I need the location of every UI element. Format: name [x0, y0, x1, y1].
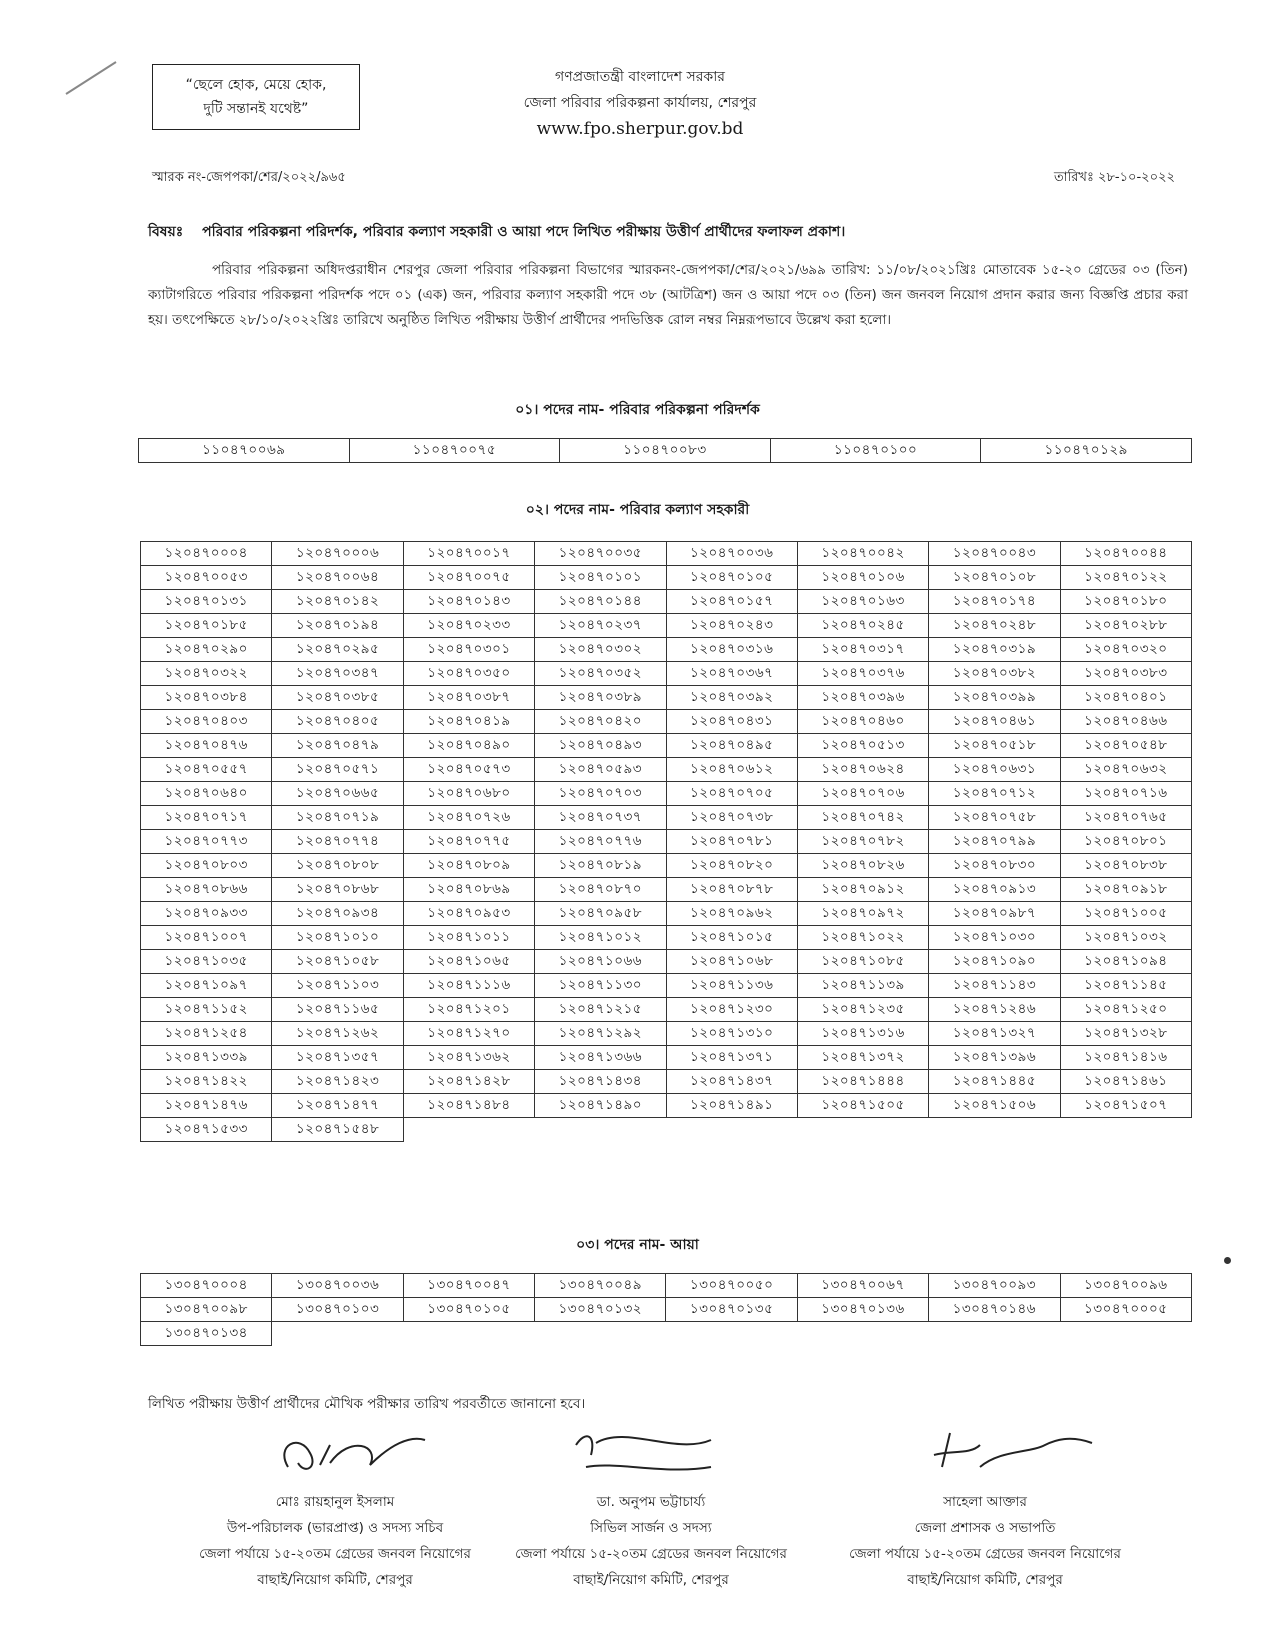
- roll-number-cell: ১৩০৪৭০১৩২: [535, 1298, 666, 1322]
- table-row: [141, 806, 1192, 830]
- office-name: জেলা পরিবার পরিকল্পনা কার্যালয়, শেরপুর: [523, 95, 757, 111]
- roll-number-cell: ১২০৪৭১০১১: [403, 926, 534, 950]
- roll-number-cell: ১২০৪৭১২৩৫: [797, 998, 928, 1022]
- roll-number-cell: ১২০৪৭০৮৩৮: [1060, 854, 1191, 878]
- roll-number-cell: ১২০৪৭১৪২৩: [272, 1070, 403, 1094]
- roll-number-cell: ১২০৪৭০১৯৪: [272, 614, 403, 638]
- roll-number-cell: ১২০৪৭১৩৩৯: [141, 1046, 272, 1070]
- roll-number-cell: ১২০৪৭১৫৪৮: [272, 1118, 403, 1142]
- roll-number-cell: ১২০৪৭০৭০৬: [797, 782, 928, 806]
- roll-number-cell: ১২০৪৭১৪৪৪: [797, 1070, 928, 1094]
- roll-number-cell: ১২০৪৭০৩৪৭: [272, 662, 403, 686]
- table-row: [141, 1274, 1192, 1298]
- roll-number-cell: ১২০৪৭১০৬৮: [666, 950, 797, 974]
- roll-number-cell: ১২০৪৭১০৩৫: [141, 950, 272, 974]
- roll-number-cell: ১২০৪৭১০৯৭: [141, 974, 272, 998]
- roll-number-cell: ১২০৪৭০১৪৪: [535, 590, 666, 614]
- roll-number-cell: ১২০৪৭১০০৫: [1060, 902, 1191, 926]
- handwritten-signature: [496, 1405, 806, 1485]
- roll-number-cell: ১২০৪৭০৯৭২: [797, 902, 928, 926]
- roll-number-cell: ১২০৪৭০৪৬৬: [1060, 710, 1191, 734]
- roll-number-cell: ১২০৪৭১১৩৬: [666, 974, 797, 998]
- letterhead: [440, 64, 840, 142]
- roll-number-cell: ১২০৪৭০৩৭৬: [797, 662, 928, 686]
- signatory-committee-place: বাছাই/নিয়োগ কমিটি, শেরপুর: [907, 1572, 1063, 1588]
- roll-number-cell: ১২০৪৭০১৫৭: [666, 590, 797, 614]
- roll-number-cell: ১২০৪৭১৪৩৪: [535, 1070, 666, 1094]
- roll-number-cell: ১২০৪৭০৩৬৭: [666, 662, 797, 686]
- roll-number-cell: ১২০৪৭০৬৪০: [141, 782, 272, 806]
- table-row: [141, 974, 1192, 998]
- roll-number-cell: ১২০৪৭০৯৩৩: [141, 902, 272, 926]
- aya-roll-table: [140, 1273, 1192, 1346]
- roll-number-cell: ১৩০৪৭০১৩৫: [666, 1298, 797, 1322]
- roll-number-cell: ১২০৪৭১৩২৭: [929, 1022, 1060, 1046]
- roll-number-cell: ১২০৪৭০১৮০: [1060, 590, 1191, 614]
- table-row: [141, 686, 1192, 710]
- roll-number-cell: ১২০৪৭০৭১২: [929, 782, 1060, 806]
- roll-number-cell: ১২০৪৭০৩৮২: [929, 662, 1060, 686]
- roll-number-cell: ১২০৪৭০৫১৮: [929, 734, 1060, 758]
- roll-number-cell: ১২০৪৭০৫৪৮: [1060, 734, 1191, 758]
- section-2-title: ০২। পদের নাম- পরিবার কল্যাণ সহকারী: [525, 502, 750, 518]
- table-row: [141, 926, 1192, 950]
- roll-number-cell: ১২০৪৭০২৯০: [141, 638, 272, 662]
- roll-number-cell: ১২০৪৭০০৪২: [797, 542, 928, 566]
- roll-number-cell: ১২০৪৭০৪৩১: [666, 710, 797, 734]
- roll-number-cell: ১২০৪৭১৫০৭: [1060, 1094, 1191, 1118]
- table-row: [141, 998, 1192, 1022]
- roll-number-cell: ১২০৪৭০৮৭০: [535, 878, 666, 902]
- roll-number-cell: ১৩০৪৭০০৪৭: [403, 1274, 534, 1298]
- roll-number-cell: ১২০৪৭০০৫৩: [141, 566, 272, 590]
- roll-number-cell: ১২০৪৭০৮৬৮: [272, 878, 403, 902]
- roll-number-cell: ১২০৪৭০৭৭৩: [141, 830, 272, 854]
- roll-number-cell: ১২০৪৭০২৩৩: [403, 614, 534, 638]
- roll-number-cell: ১২০৪৭০৪৭৯: [272, 734, 403, 758]
- government-name: গণপ্রজাতন্ত্রী বাংলাদেশ সরকার: [555, 69, 725, 85]
- roll-number-cell: ১২০৪৭০৭২৬: [403, 806, 534, 830]
- roll-number-cell: ১২০৪৭০৭৩৭: [535, 806, 666, 830]
- roll-number-cell: ১২০৪৭১২০১: [403, 998, 534, 1022]
- roll-number-cell: ১২০৪৭০৬১২: [666, 758, 797, 782]
- roll-number-cell: ১২০৪৭১৪৯১: [666, 1094, 797, 1118]
- roll-number-cell: ১৩০৪৭০০৬৭: [797, 1274, 928, 1298]
- roll-number-cell: ১২০৪৭০২৪৮: [929, 614, 1060, 638]
- slogan-box: [152, 64, 360, 130]
- roll-number-cell: ১২০৪৭০৬৩২: [1060, 758, 1191, 782]
- roll-number-cell: ১২০৪৭১৩৭১: [666, 1046, 797, 1070]
- roll-number-cell: ১৩০৪৭০১০৫: [403, 1298, 534, 1322]
- signatory-name: ডা. অনুপম ভট্টাচার্য্য: [596, 1494, 706, 1510]
- roll-number-cell: ১৩০৪৭০১৩৪: [141, 1322, 272, 1346]
- roll-number-cell: ১২০৪৭০২৪৫: [797, 614, 928, 638]
- roll-number-cell: ১২০৪৭০৩২২: [141, 662, 272, 686]
- section-1-title: ০১। পদের নাম- পরিবার পরিকল্পনা পরিদর্শক: [515, 402, 760, 418]
- roll-number-cell: ১২০৪৭০৮৬৬: [141, 878, 272, 902]
- roll-number-cell: ১৩০৪৭০০০৫: [1060, 1298, 1191, 1322]
- roll-number-cell: ১২০৪৭০৪২০: [535, 710, 666, 734]
- roll-number-cell: ১২০৪৭১০১৫: [666, 926, 797, 950]
- memo-reference: স্মারক নং-জেপপকা/শের/২০২২/৯৬৫: [152, 170, 346, 185]
- roll-number-cell: ১২০৪৭০৬৩১: [929, 758, 1060, 782]
- roll-number-cell: ১২০৪৭১৪২২: [141, 1070, 272, 1094]
- roll-number-cell: ১২০৪৭১০৬৬: [535, 950, 666, 974]
- table-row: [141, 782, 1192, 806]
- roll-number-cell: ১২০৪৭১২৪৬: [929, 998, 1060, 1022]
- roll-number-cell: ১২০৪৭০৮০৮: [272, 854, 403, 878]
- handwritten-signature: [830, 1405, 1140, 1485]
- table-row: [141, 566, 1192, 590]
- roll-number-cell: ১২০৪৭০১৮৫: [141, 614, 272, 638]
- roll-number-cell: ১২০৪৭০৪৬১: [929, 710, 1060, 734]
- roll-number-cell: ১২০৪৭০৪৯৩: [535, 734, 666, 758]
- roll-number-cell: ১২০৪৭০৭৫৮: [929, 806, 1060, 830]
- roll-number-cell: ১৩০৪৭০১৩৬: [797, 1298, 928, 1322]
- signature-block-member-secretary: [180, 1405, 490, 1593]
- memo-date: তারিখঃ ২৮-১০-২০২২: [1054, 170, 1175, 185]
- roll-number-cell: ১২০৪৭১০২২: [797, 926, 928, 950]
- roll-number-cell: ১২০৪৭০৩১৬: [666, 638, 797, 662]
- roll-number-cell: ১১০৪৭০০৬৯: [139, 439, 350, 463]
- roll-number-cell: ১২০৪৭১২৫৪: [141, 1022, 272, 1046]
- table-row: [141, 1022, 1192, 1046]
- roll-number-cell: ১২০৪৭১২৬২: [272, 1022, 403, 1046]
- table-row: [141, 854, 1192, 878]
- roll-number-cell: ১৩০৪৭০০৯৮: [141, 1298, 272, 1322]
- roll-number-cell: ১২০৪৭১১০৩: [272, 974, 403, 998]
- signatory-committee-place: বাছাই/নিয়োগ কমিটি, শেরপুর: [257, 1572, 413, 1588]
- roll-number-cell: ১২০৪৭০০৩৬: [666, 542, 797, 566]
- roll-number-cell: ১২০৪৭০১৬৩: [797, 590, 928, 614]
- roll-number-cell: ১২০৪৭১২১৫: [535, 998, 666, 1022]
- staple-mark: [62, 58, 122, 98]
- table-row: [141, 902, 1192, 926]
- roll-number-cell: ১২০৪৭১৩৬৬: [535, 1046, 666, 1070]
- roll-number-cell: ১২০৪৭০৮০১: [1060, 830, 1191, 854]
- roll-number-cell: ১২০৪৭১০৬৫: [403, 950, 534, 974]
- roll-number-cell: ১২০৪৭১৫০৬: [929, 1094, 1060, 1118]
- roll-number-cell: ১২০৪৭০৬৮০: [403, 782, 534, 806]
- roll-number-cell: ১২০৪৭১৩৫৭: [272, 1046, 403, 1070]
- roll-number-cell: ১২০৪৭০৪৬০: [797, 710, 928, 734]
- roll-number-cell: ১২০৪৭০৫১৩: [797, 734, 928, 758]
- body-paragraph: [148, 258, 1188, 333]
- signatory-designation: জেলা প্রশাসক ও সভাপতি: [914, 1520, 1056, 1536]
- roll-number-cell: ১২০৪৭০৩০১: [403, 638, 534, 662]
- roll-number-cell: ১২০৪৭০৩৫০: [403, 662, 534, 686]
- section-3-title: ০৩। পদের নাম- আয়া: [576, 1237, 699, 1253]
- roll-number-cell: ১২০৪৭০৩৯৬: [797, 686, 928, 710]
- roll-number-cell: ১২০৪৭০৮২০: [666, 854, 797, 878]
- roll-number-cell: ১২০৪৭০৮১৯: [535, 854, 666, 878]
- table-row: [141, 878, 1192, 902]
- roll-number-cell: ১২০৪৭১০৫৮: [272, 950, 403, 974]
- table-row: [141, 1298, 1192, 1322]
- roll-number-cell: ১২০৪৭১১৪৩: [929, 974, 1060, 998]
- roll-number-cell: ১৩০৪৭০১০৩: [272, 1298, 403, 1322]
- roll-number-cell: ১২০৪৭১৩২৮: [1060, 1022, 1191, 1046]
- roll-number-cell: ১২০৪৭০৩৮৪: [141, 686, 272, 710]
- roll-number-cell: ১২০৪৭১৪৭৬: [141, 1094, 272, 1118]
- welfare-assistant-roll-table: [140, 541, 1192, 1142]
- roll-number-cell: ১২০৪৭০৮২৬: [797, 854, 928, 878]
- signature-block-deputy-commissioner: [830, 1405, 1140, 1593]
- roll-number-cell: ১২০৪৭০২৩৭: [535, 614, 666, 638]
- roll-number-cell: ১২০৪৭১৩১০: [666, 1022, 797, 1046]
- roll-number-cell: ১২০৪৭০০০৪: [141, 542, 272, 566]
- roll-number-cell: ১৩০৪৭০০০৪: [141, 1274, 272, 1298]
- signatory-committee: জেলা পর্যায়ে ১৫-২০তম গ্রেডের জনবল নিয়োগের: [515, 1546, 787, 1562]
- roll-number-cell: ১২০৪৭০৩১৯: [929, 638, 1060, 662]
- roll-number-cell: ১২০৪৭০৭১৯: [272, 806, 403, 830]
- roll-number-cell: ১২০৪৭১২৫০: [1060, 998, 1191, 1022]
- signature-block-civil-surgeon: [496, 1405, 806, 1593]
- roll-number-cell: ১২০৪৭০৭৪২: [797, 806, 928, 830]
- roll-number-cell: ১২০৪৭০৯৩৪: [272, 902, 403, 926]
- roll-number-cell: ১২০৪৭০৪০১: [1060, 686, 1191, 710]
- roll-number-cell: ১২০৪৭০৪৯০: [403, 734, 534, 758]
- roll-number-cell: ১২০৪৭০১৭৪: [929, 590, 1060, 614]
- roll-number-cell: ১২০৪৭০৫৯৩: [535, 758, 666, 782]
- website-link[interactable]: www.fpo.sherpur.gov.bd: [536, 119, 744, 139]
- table-row: [141, 662, 1192, 686]
- roll-number-cell: ১২০৪৭০৪১৯: [403, 710, 534, 734]
- roll-number-cell: ১২০৪৭০০৪৪: [1060, 542, 1191, 566]
- roll-number-cell: ১৩০৪৭০১৪৬: [929, 1298, 1060, 1322]
- roll-number-cell: ১২০৪৭০৭৬৫: [1060, 806, 1191, 830]
- roll-number-cell: ১২০৪৭১২৯২: [535, 1022, 666, 1046]
- roll-number-cell: ১২০৪৭০১২২: [1060, 566, 1191, 590]
- table-row: [141, 950, 1192, 974]
- slogan-line-2: দুটি সন্তানই যথেষ্ট”: [203, 101, 309, 117]
- roll-number-cell: ১২০৪৭০০৬৪: [272, 566, 403, 590]
- subject-label: বিষয়ঃ: [148, 224, 184, 240]
- roll-number-cell: ১১০৪৭০০৮৩: [560, 439, 771, 463]
- roll-number-cell: ১২০৪৭০৫৭৩: [403, 758, 534, 782]
- roll-number-cell: ১২০৪৭০১০৫: [666, 566, 797, 590]
- roll-number-cell: ১১০৪৭০১২৯: [981, 439, 1192, 463]
- roll-number-cell: ১২০৪৭০৭৩৮: [666, 806, 797, 830]
- roll-number-cell: ১২০৪৭০০১৭: [403, 542, 534, 566]
- roll-number-cell: ১৩০৪৭০০৯৩: [929, 1274, 1060, 1298]
- roll-number-cell: ১২০৪৭০৯১২: [797, 878, 928, 902]
- table-row: [139, 439, 1192, 463]
- roll-number-cell: ১২০৪৭০৯৫৮: [535, 902, 666, 926]
- roll-number-cell: ১১০৪৭০০৭৫: [349, 439, 560, 463]
- roll-number-cell: ১২০৪৭০৭১৬: [1060, 782, 1191, 806]
- roll-number-cell: ১২০৪৭০৯৮৭: [929, 902, 1060, 926]
- roll-number-cell: ১২০৪৭১৪৩৭: [666, 1070, 797, 1094]
- signatory-name: মোঃ রায়হানুল ইসলাম: [275, 1494, 395, 1510]
- roll-number-cell: ১২০৪৭০৭৯৯: [929, 830, 1060, 854]
- table-row: [141, 1322, 1192, 1346]
- roll-number-cell: ১২০৪৭১৩৭২: [797, 1046, 928, 1070]
- handwritten-signature: [180, 1405, 490, 1485]
- roll-number-cell: ১২০৪৭০৩৮৫: [272, 686, 403, 710]
- roll-number-cell: ১২০৪৭১০০৭: [141, 926, 272, 950]
- roll-number-cell: ১২০৪৭১০৯৪: [1060, 950, 1191, 974]
- roll-number-cell: ১২০৪৭১৪৭৭: [272, 1094, 403, 1118]
- roll-number-cell: ১২০৪৭০১৪৩: [403, 590, 534, 614]
- roll-number-cell: ১২০৪৭০৩৫২: [535, 662, 666, 686]
- roll-number-cell: ১২০৪৭১৩১৬: [797, 1022, 928, 1046]
- roll-number-cell: ১২০৪৭০৯১৮: [1060, 878, 1191, 902]
- roll-number-cell: ১২০৪৭১৪৪৫: [929, 1070, 1060, 1094]
- roll-number-cell: ১২০৪৭০৯১৩: [929, 878, 1060, 902]
- roll-number-cell: ১২০৪৭০২৪৩: [666, 614, 797, 638]
- roll-number-cell: ১২০৪৭১৩৯৬: [929, 1046, 1060, 1070]
- table-row: [141, 1118, 1192, 1142]
- roll-number-cell: ১২০৪৭০৪০৫: [272, 710, 403, 734]
- roll-number-cell: ১২০৪৭০৮৩০: [929, 854, 1060, 878]
- roll-number-cell: ১২০৪৭০৪৭৬: [141, 734, 272, 758]
- table-row: [141, 1094, 1192, 1118]
- table-row: [141, 1046, 1192, 1070]
- roll-number-cell: ১৩০৪৭০০৪৯: [535, 1274, 666, 1298]
- table-row: [141, 1070, 1192, 1094]
- signatory-committee: জেলা পর্যায়ে ১৫-২০তম গ্রেডের জনবল নিয়োগের: [199, 1546, 471, 1562]
- subject-line: [148, 220, 845, 244]
- roll-number-cell: ১২০৪৭০৩৮৯: [535, 686, 666, 710]
- roll-number-cell: ১২০৪৭০৮৬৯: [403, 878, 534, 902]
- roll-number-cell: ১২০৪৭১০৯০: [929, 950, 1060, 974]
- body-text: পরিবার পরিকল্পনা অধিদপ্তরাধীন শেরপুর জেলা পরিবার পরিকল্পনা বিভাগের স্মারকনং-জেপপকা/শের/২০২১/৬৯৯ তারিখ: ১১/০৮/২০২১খ্রিঃ মোতাবেক ১৫-২০ গ্রেডের ০৩ (তিন) ক্যাটাগরিতে পরিবার পরিকল্পনা পরিদর্শক পদে ০১ (এক) জন, পরিবার কল্যাণ সহকারী পদে ৩৮ (আটত্রিশ) জন ও আয়া পদে ০৩ (তিন) জন জনবল নিয়োগ প্রদান করার জন্য বিজ্ঞপ্তি প্রচার করা হয়। তৎপেক্ষিতে ২৮/১০/২০২২খ্রিঃ তারিখে অনুষ্ঠিত লিখিত পরীক্ষায় উত্তীর্ণ প্রার্থীদের পদভিত্তিক রোল নম্বর নিম্নরূপভাবে উল্লেখ করা হলো।: [148, 262, 1188, 328]
- roll-number-cell: ১২০৪৭০৭৮১: [666, 830, 797, 854]
- table-row: [141, 542, 1192, 566]
- roll-number-cell: ১২০৪৭১১৪৫: [1060, 974, 1191, 998]
- roll-number-cell: ১২০৪৭০২৮৮: [1060, 614, 1191, 638]
- subject-text: পরিবার পরিকল্পনা পরিদর্শক, পরিবার কল্যাণ সহকারী ও আয়া পদে লিখিত পরীক্ষায় উত্তীর্ণ প্রার্থীদের ফলাফল প্রকাশ।: [202, 224, 846, 240]
- table-row: [141, 590, 1192, 614]
- roll-number-cell: ১২০৪৭০৩১৭: [797, 638, 928, 662]
- roll-number-cell: ১২০৪৭১০১০: [272, 926, 403, 950]
- roll-number-cell: ১২০৪৭০৩৯৯: [929, 686, 1060, 710]
- roll-number-cell: ১২০৪৭০০৪৩: [929, 542, 1060, 566]
- table-row: [141, 830, 1192, 854]
- roll-number-cell: ১২০৪৭০৯৬২: [666, 902, 797, 926]
- roll-number-cell: ১২০৪৭১০৮৫: [797, 950, 928, 974]
- roll-number-cell: ১২০৪৭০৩৯২: [666, 686, 797, 710]
- roll-number-cell: ১২০৪৭১১৬৫: [272, 998, 403, 1022]
- signatory-committee-place: বাছাই/নিয়োগ কমিটি, শেরপুর: [573, 1572, 729, 1588]
- roll-number-cell: ১২০৪৭১৪২৮: [403, 1070, 534, 1094]
- roll-number-cell: ১২০৪৭০৩৮৭: [403, 686, 534, 710]
- roll-number-cell: ১৩০৪৭০০৫০: [666, 1274, 797, 1298]
- roll-number-cell: ১২০৪৭০১০৬: [797, 566, 928, 590]
- roll-number-cell: ১২০৪৭০৭০৫: [666, 782, 797, 806]
- viva-note: লিখিত পরীক্ষায় উত্তীর্ণ প্রার্থীদের মৌখিক পরীক্ষার তারিখ পরবর্তীতে জানানো হবে।: [148, 1396, 586, 1412]
- roll-number-cell: ১২০৪৭১৪১৬: [1060, 1046, 1191, 1070]
- roll-number-cell: ১২০৪৭১০৩০: [929, 926, 1060, 950]
- roll-number-cell: ১২০৪৭০৩২০: [1060, 638, 1191, 662]
- roll-number-cell: ১২০৪৭০১৩১: [141, 590, 272, 614]
- roll-number-cell: ১২০৪৭০৮০৯: [403, 854, 534, 878]
- roll-number-cell: ১২০৪৭১২৩০: [666, 998, 797, 1022]
- roll-number-cell: ১২০৪৭০৭৭৬: [535, 830, 666, 854]
- roll-number-cell: ১৩০৪৭০০৩৬: [272, 1274, 403, 1298]
- inspector-roll-table: [138, 438, 1192, 463]
- roll-number-cell: ১২০৪৭০৩০২: [535, 638, 666, 662]
- roll-number-cell: ১২০৪৭১৫৩৩: [141, 1118, 272, 1142]
- signatory-name: সাহেলা আক্তার: [943, 1494, 1027, 1510]
- table-row: [141, 638, 1192, 662]
- roll-number-cell: ১২০৪৭০৭৭৪: [272, 830, 403, 854]
- roll-number-cell: ১২০৪৭০০০৬: [272, 542, 403, 566]
- roll-number-cell: ১৩০৪৭০০৯৬: [1060, 1274, 1191, 1298]
- roll-number-cell: ১২০৪৭১৪৮৪: [403, 1094, 534, 1118]
- signatory-designation: উপ-পরিচালক (ভারপ্রাপ্ত) ও সদস্য সচিব: [226, 1520, 444, 1536]
- roll-number-cell: ১২০৪৭০৮৭৮: [666, 878, 797, 902]
- roll-number-cell: ১২০৪৭০৬৬৫: [272, 782, 403, 806]
- roll-number-cell: ১২০৪৭১৪৯০: [535, 1094, 666, 1118]
- roll-number-cell: ১২০৪৭০৯৫৩: [403, 902, 534, 926]
- roll-number-cell: ১২০৪৭১২৭০: [403, 1022, 534, 1046]
- roll-number-cell: ১২০৪৭০৩৮৩: [1060, 662, 1191, 686]
- table-row: [141, 614, 1192, 638]
- roll-number-cell: ১২০৪৭০৫৭১: [272, 758, 403, 782]
- roll-number-cell: ১২০৪৭১৫০৫: [797, 1094, 928, 1118]
- roll-number-cell: ১২০৪৭০৭৭৫: [403, 830, 534, 854]
- signatory-committee: জেলা পর্যায়ে ১৫-২০তম গ্রেডের জনবল নিয়োগের: [849, 1546, 1121, 1562]
- roll-number-cell: ১২০৪৭০৭১৭: [141, 806, 272, 830]
- scan-speck: [1224, 1257, 1231, 1264]
- roll-number-cell: ১২০৪৭০০৭৫: [403, 566, 534, 590]
- roll-number-cell: ১২০৪৭১১৫২: [141, 998, 272, 1022]
- roll-number-cell: ১২০৪৭০৭৮২: [797, 830, 928, 854]
- roll-number-cell: ১২০৪৭০৭০৩: [535, 782, 666, 806]
- table-row: [141, 758, 1192, 782]
- signatory-designation: সিভিল সার্জন ও সদস্য: [590, 1520, 712, 1536]
- roll-number-cell: ১২০৪৭১১৩০: [535, 974, 666, 998]
- roll-number-cell: ১২০৪৭১১৩৯: [797, 974, 928, 998]
- roll-number-cell: ১২০৪৭১০১২: [535, 926, 666, 950]
- roll-number-cell: ১১০৪৭০১০০: [770, 439, 981, 463]
- roll-number-cell: ১২০৪৭০৪৯৫: [666, 734, 797, 758]
- roll-number-cell: ১২০৪৭০২৯৫: [272, 638, 403, 662]
- roll-number-cell: ১২০৪৭০১০৮: [929, 566, 1060, 590]
- table-row: [141, 710, 1192, 734]
- roll-number-cell: ১২০৪৭০০৩৫: [535, 542, 666, 566]
- roll-number-cell: ১২০৪৭১৪৬১: [1060, 1070, 1191, 1094]
- roll-number-cell: ১২০৪৭১০৩২: [1060, 926, 1191, 950]
- roll-number-cell: ১২০৪৭০১৪২: [272, 590, 403, 614]
- slogan-line-1: “ছেলে হোক, মেয়ে হোক,: [185, 77, 327, 93]
- roll-number-cell: ১২০৪৭১৩৬২: [403, 1046, 534, 1070]
- roll-number-cell: ১২০৪৭০৫৫৭: [141, 758, 272, 782]
- roll-number-cell: ১২০৪৭০৬২৪: [797, 758, 928, 782]
- table-row: [141, 734, 1192, 758]
- roll-number-cell: ১২০৪৭০৪০৩: [141, 710, 272, 734]
- roll-number-cell: ১২০৪৭০৮০৩: [141, 854, 272, 878]
- roll-number-cell: ১২০৪৭০১০১: [535, 566, 666, 590]
- roll-number-cell: ১২০৪৭১১১৬: [403, 974, 534, 998]
